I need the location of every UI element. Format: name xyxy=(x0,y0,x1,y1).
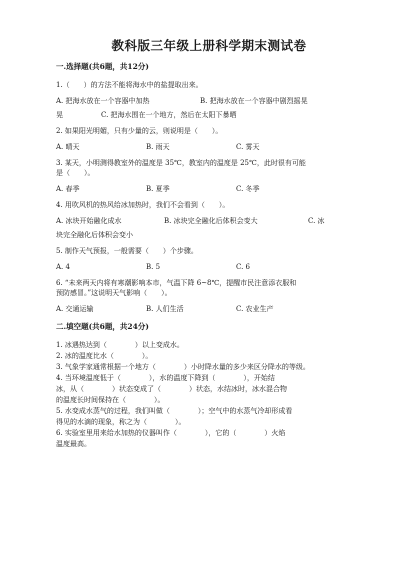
question-3-option-a[interactable]: A. 春季 xyxy=(56,185,80,193)
fill-question-5: 5. 水变成水蒸气的过程，我们叫做（ ）；空气中的水蒸气冷却形成看 xyxy=(56,407,293,415)
question-1-option-a[interactable]: A. 把海水放在一个容器中加热 xyxy=(56,97,150,105)
question-4-options xyxy=(56,216,362,226)
section-heading-fill: 二.填空题(共6题，共24分) xyxy=(56,322,149,331)
question-4-option-c[interactable]: C. 冰 xyxy=(308,217,325,225)
question-1-option-b[interactable]: B. 把海水放在一个容器中剧烈摇晃 xyxy=(200,97,308,105)
question-1-options xyxy=(56,96,362,106)
question-2-option-a[interactable]: A. 晴天 xyxy=(56,143,80,151)
question-2-option-b[interactable]: B. 雨天 xyxy=(146,143,170,151)
question-4-stem: 4. 用吹风机的热风给冰加热时，我们不会看到（ ）。 xyxy=(56,201,230,209)
question-1-stem: 1.（ ）的方法不能将海水中的盐提取出来。 xyxy=(56,81,203,89)
fill-question-1: 1. 冰遇热达到（ ）以上变成水。 xyxy=(56,341,184,349)
question-4 xyxy=(56,200,362,240)
question-1 xyxy=(56,80,362,120)
question-3-option-c[interactable]: C. 冬季 xyxy=(236,185,260,193)
fill-question-4-line2: 冰，从（ ）状态变成了（ ）状态，水结冰时，冰水混合物 xyxy=(56,385,287,393)
question-2 xyxy=(56,126,362,152)
question-5-option-a[interactable]: A. 4 xyxy=(56,263,70,271)
question-3-stem-line1: 3. 某天，小明测得教室外的温度是 35℃，教室内的温度是 25℃，此时很有可能 xyxy=(56,159,306,167)
question-6-option-b[interactable]: B. 人们生活 xyxy=(146,305,184,313)
question-5-stem: 5. 制作天气预报，一般需要（ ）个步骤。 xyxy=(56,247,198,255)
fill-question-5-line2: 得见的水滴的现象，称之为（ ）。 xyxy=(56,418,186,426)
question-6-option-c[interactable]: C. 农业生产 xyxy=(236,305,274,313)
question-2-options xyxy=(56,142,362,152)
question-4-option-c-continued: 块完全融化后体积会变小 xyxy=(56,231,133,239)
question-1-option-b-continued: 晃 xyxy=(56,111,63,119)
question-1-options-row2 xyxy=(56,110,362,120)
question-5-option-c[interactable]: C. 6 xyxy=(236,263,251,271)
question-4-option-b[interactable]: B. 冰块完全融化后体积会变大 xyxy=(164,217,258,225)
page-title: 教科版三年级上册科学期末测试卷 xyxy=(111,38,307,53)
fill-question-4: 4. 当环境温度低于（ ），水的温度下降到（ ），开始结 xyxy=(56,374,275,382)
fill-question-6: 6. 实验室里用来给水加热的仪器叫作（ ），它的（ ）火焰 xyxy=(56,429,286,437)
fill-in-questions xyxy=(56,340,362,449)
question-3-options xyxy=(56,184,362,194)
question-2-option-c[interactable]: C. 雾天 xyxy=(236,143,260,151)
question-6-stem-line2: 预防感冒。”这说明天气影响（ ）。 xyxy=(56,289,172,297)
question-3-option-b[interactable]: B. 夏季 xyxy=(146,185,170,193)
question-3 xyxy=(56,158,362,194)
question-3-stem-line2: 是（ ）。 xyxy=(56,169,95,177)
question-4-option-a[interactable]: A. 冰块开始融化成水 xyxy=(56,217,122,225)
question-1-option-c[interactable]: C. 把海水围在一个地方，然后在太阳下暴晒 xyxy=(101,111,237,119)
fill-question-3: 3. 气象学家通常根据一个地方（ ）小时降水量的多少来区分降水的等级。 xyxy=(56,363,310,371)
question-6-option-a[interactable]: A. 交通运输 xyxy=(56,305,94,313)
section-heading-choice: 一.选择题(共6题，共12分) xyxy=(56,62,149,71)
question-5-options xyxy=(56,262,362,272)
question-5-option-b[interactable]: B. 5 xyxy=(146,263,161,271)
question-5 xyxy=(56,246,362,272)
question-6-stem-line1: 6. “未来两天内将有寒潮影响本市，气温下降 6~8℃，提醒市民注意添衣服和 xyxy=(56,279,297,287)
question-2-stem: 2. 如果阳光明媚，只有少量的云，则说明是（ ）。 xyxy=(56,127,223,135)
fill-question-2: 2. 冰的温度比水（ ）。 xyxy=(56,352,153,360)
fill-question-6-line2: 温度最高。 xyxy=(56,440,91,448)
question-6-options xyxy=(56,304,362,314)
question-6 xyxy=(56,278,362,314)
fill-question-4-line3: 的温度长时间保持在（ ）。 xyxy=(56,396,165,404)
